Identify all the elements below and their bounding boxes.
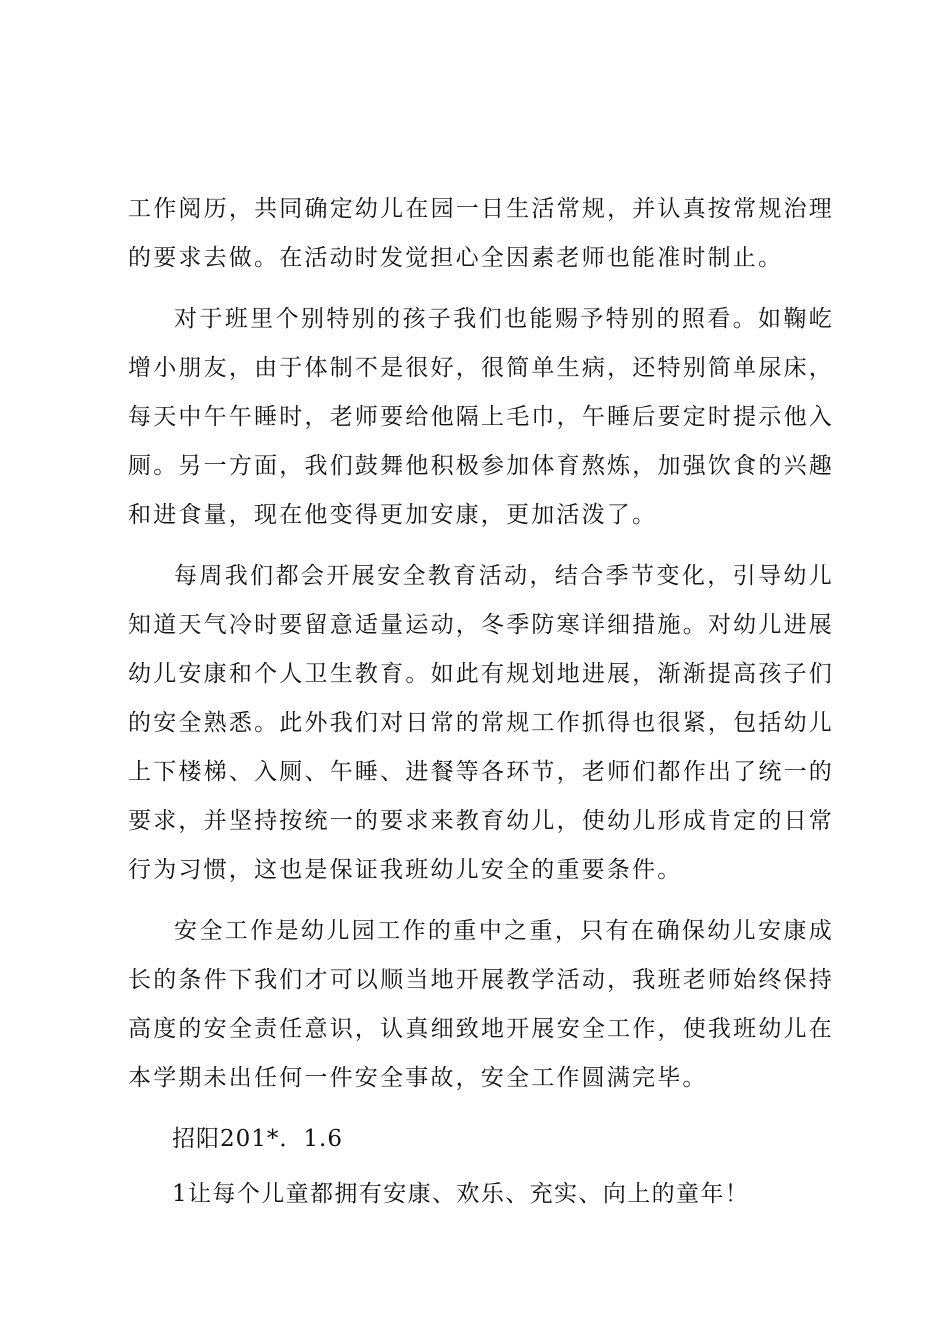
paragraph-safety-education: 每周我们都会开展安全教育活动，结合季节变化，引导幼儿知道天气冷时要留意适量运动，冬季防寒详细措施。对幼儿进展幼儿安康和个人卫生教育。如此有规划地进展，渐渐提高孩子们的安全熟悉。此外我们对日常的常规工作抓得也很紧，包括幼儿上下楼梯、入厕、午睡、进餐等各环节，老师们都作出了统一的要求，并坚持按统一的要求来教育幼儿，使幼儿形成肯定的日常行为习惯，这也是保证我班幼儿安全的重要条件。 (128, 563, 834, 883)
footer-slogan: 1让每个儿童都拥有安康、欢乐、充实、向上的童年！ (172, 1181, 750, 1207)
paragraph-safety-summary: 安全工作是幼儿园工作的重中之重，只有在确保幼儿安康成长的条件下我们才可以顺当地开展教学活动，我班老师始终保持高度的安全责任意识，认真细致地开展安全工作，使我班幼儿在本学期未出任何一件安全事故，安全工作圆满完毕。 (128, 918, 834, 1091)
signature-date: 招阳201*．1.6 (172, 1126, 343, 1152)
document-body (128, 185, 834, 1219)
paragraph-special-care: 对于班里个别特别的孩子我们也能赐予特别的照看。如鞠屹增小朋友，由于体制不是很好，很简单生病，还特别简单尿床，每天中午午睡时，老师要给他隔上毛巾，午睡后要定时提示他入厕。另一方面，我们鼓舞他积极参加体育熬炼，加强饮食的兴趣和进食量，现在他变得更加安康，更加活泼了。 (128, 306, 834, 528)
paragraph-continuation: 工作阅历，共同确定幼儿在园一日生活常规，并认真按常规治理的要求去做。在活动时发觉担心全因素老师也能准时制止。 (128, 196, 834, 271)
